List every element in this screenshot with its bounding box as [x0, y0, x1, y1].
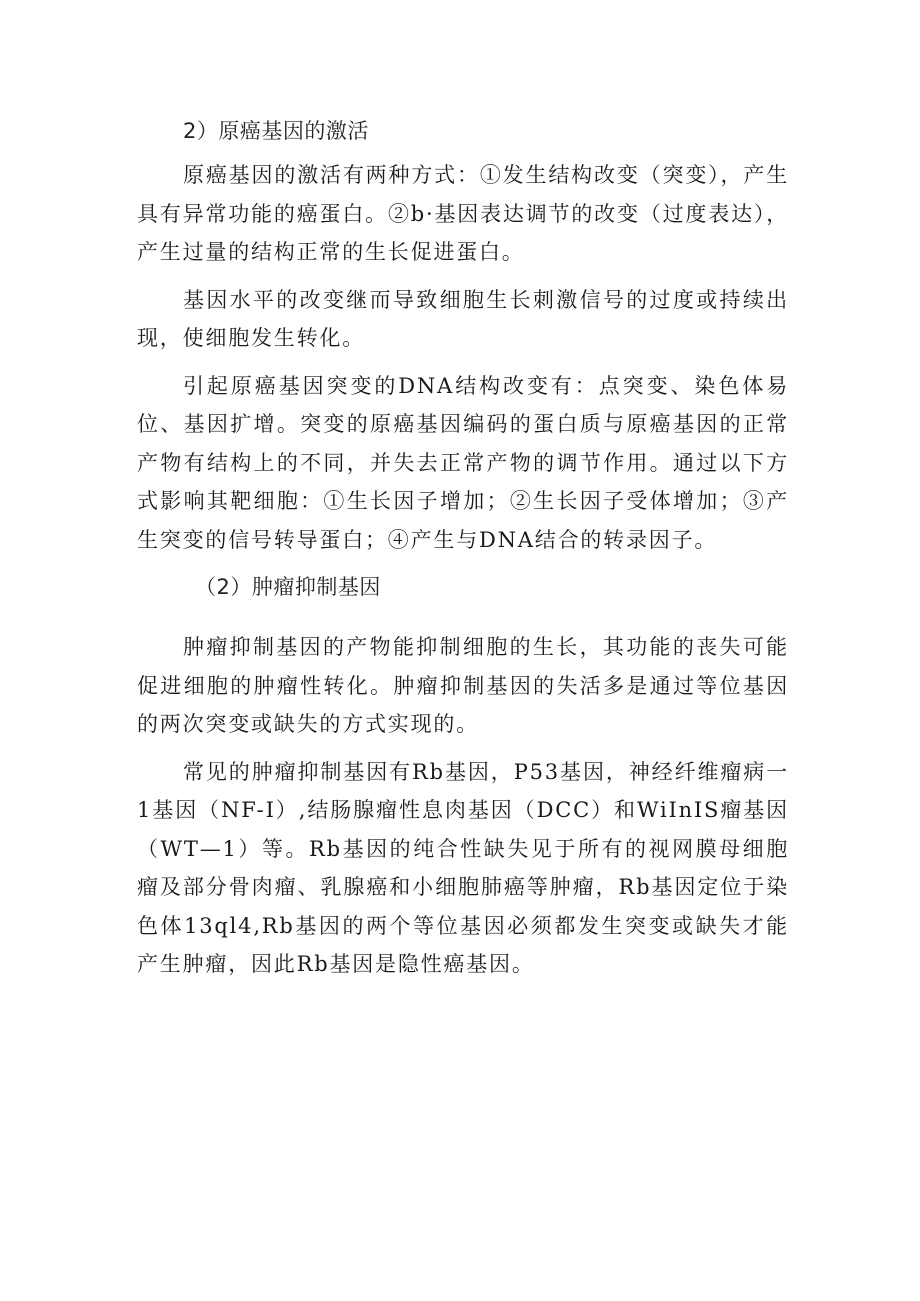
paragraph-suppressor-function: 肿瘤抑制基因的产物能抑制细胞的生长，其功能的丧失可能促进细胞的肿瘤性转化。肿瘤抑制基因的失活多是通过等位基因的两次突变或缺失的方式实现的。: [137, 635, 789, 736]
section-heading-tumor-suppressor: （2）肿瘤抑制基因: [195, 575, 381, 599]
document-body: [137, 112, 789, 993]
paragraph-gene-level-change: 基因水平的改变继而导致细胞生长刺激信号的过度或持续出现，使细胞发生转化。: [137, 287, 789, 350]
section-heading-oncogene-activation: 2）原癌基因的激活: [183, 119, 369, 143]
paragraph-activation-modes: 原癌基因的激活有两种方式：①发生结构改变（突变），产生具有异常功能的癌蛋白。②b·基因表达调节的改变（过度表达），产生过量的结构正常的生长促进蛋白。: [137, 163, 789, 264]
paragraph-dna-structure-change: 引起原癌基因突变的DNA结构改变有：点突变、染色体易位、基因扩增。突变的原癌基因编码的蛋白质与原癌基因的正常产物有结构上的不同，并失去正常产物的调节作用。通过以下方式影响其靶细胞：①生长因子增加；②生长因子受体增加；③产生突变的信号转导蛋白；④产生与DNA结合的转录因子。: [137, 373, 789, 552]
paragraph-common-suppressors: 常见的肿瘤抑制基因有Rb基因，P53基因，神经纤维瘤病一1基因（NF-I）,结肠腺瘤性息肉基因（DCC）和WiInIS瘤基因（WT—1）等。Rb基因的纯合性缺失见于所有的视网膜母细胞瘤及部分骨肉瘤、乳腺癌和小细胞肺癌等肿瘤，Rb基因定位于染色体13ql4,Rb基因的两个等位基因必须都发生突变或缺失才能产生肿瘤，因此Rb基因是隐性癌基因。: [137, 759, 789, 976]
